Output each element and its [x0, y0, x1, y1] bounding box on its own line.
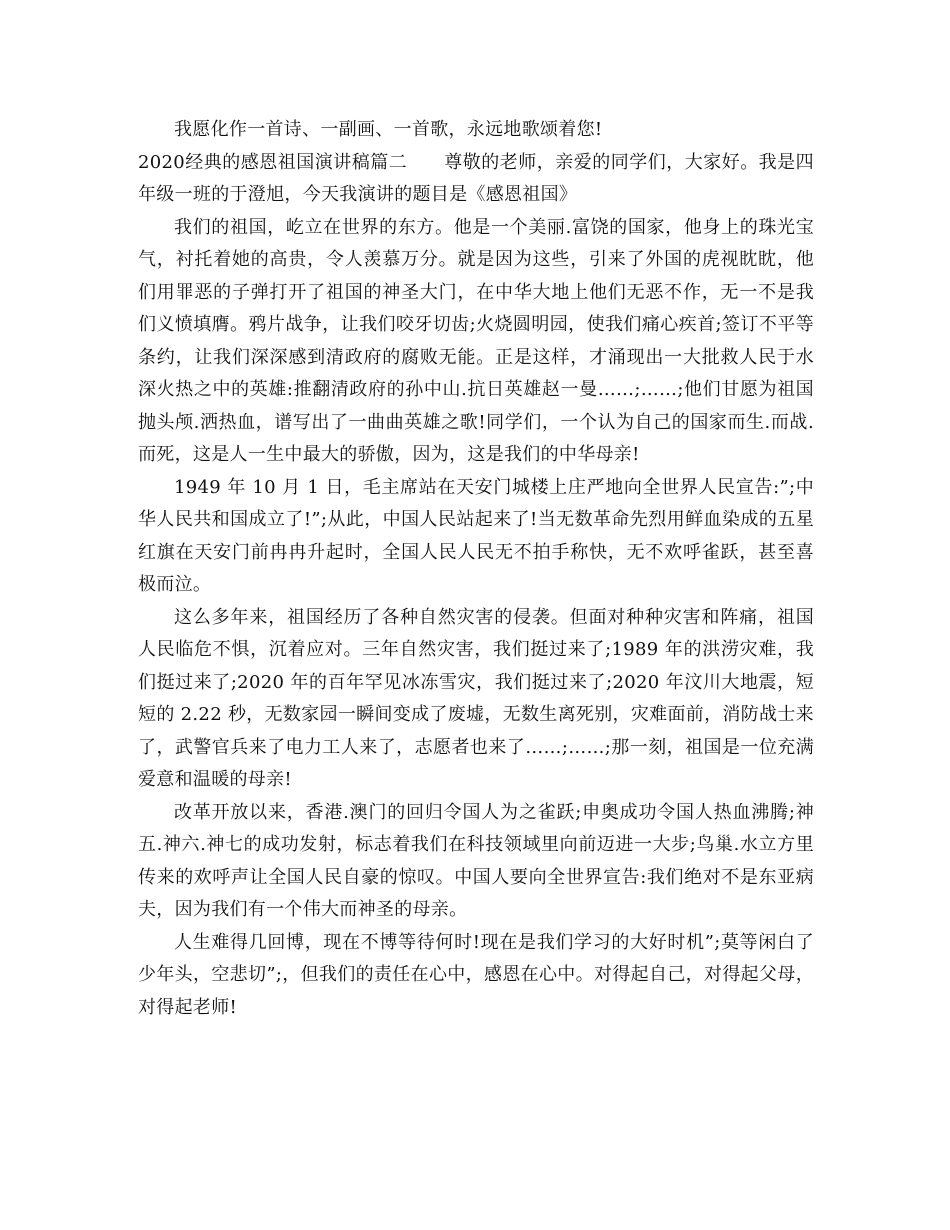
paragraph-natural-disasters: 这么多年来，祖国经历了各种自然灾害的侵袭。但面对种种灾害和阵痛，祖国人民临危不惧，沉着应对。三年自然灾害，我们挺过来了;1989 年的洪涝灾难，我们挺过来了;2020 年的百年罕见冰冻雪灾，我们挺过来了;2020 年汶川大地震，短短的 2.22 秒，无数家园一瞬间变成了废墟，无数生离死别，灾难面前，消防战士来了，武警官兵来了电力工人来了，志愿者也来了……;……;那一刻，祖国是一位充满爱意和温暖的母亲!: [138, 606, 814, 790]
paragraph-conclusion: 人生难得几回博，现在不博等待何时!现在是我们学习的大好时机”;莫等闲白了少年头，空悲切”;，但我们的责任在心中，感恩在心中。对得起自己，对得起父母，对得起老师!: [138, 931, 814, 1018]
paragraph-speech-intro: 2020经典的感恩祖国演讲稿篇二 尊敬的老师，亲爱的同学们，大家好。我是四年级一班的于澄旭，今天我演讲的题目是《感恩祖国》: [138, 151, 814, 205]
paragraph-reform-opening: 改革开放以来，香港.澳门的回归令国人为之雀跃;申奥成功令国人热血沸腾;神五.神六.神七的成功发射，标志着我们在科技领域里向前迈进一大步;鸟巢.水立方里传来的欢呼声让全国人民自豪的惊叹。中国人要向全世界宣告:我们绝对不是东亚病夫，因为我们有一个伟大而神圣的母亲。: [138, 801, 814, 920]
paragraph-founding-1949: 1949 年 10 月 1 日，毛主席站在天安门城楼上庄严地向全世界人民宣告:”;中华人民共和国成立了!”;从此，中国人民站起来了!当无数革命先烈用鲜血染成的五星红旗在天安门前冉冉升起时，全国人民人民无不拍手称快，无不欢呼雀跃，甚至喜极而泣。: [138, 476, 814, 595]
document-body: [138, 114, 814, 1024]
paragraph-closing-line: 我愿化作一首诗、一副画、一首歌，永远地歌颂着您!: [174, 119, 603, 140]
paragraph-motherland-history: 我们的祖国，屹立在世界的东方。他是一个美丽.富饶的国家，他身上的珠光宝气，衬托着她的高贵，令人羡慕万分。就是因为这些，引来了外国的虎视眈眈，他们用罪恶的子弹打开了祖国的神圣大门，在中华大地上他们无恶不作，无一不是我们义愤填膺。鸦片战争，让我们咬牙切齿;火烧圆明园，使我们痛心疾首;签订不平等条约，让我们深深感到清政府的腐败无能。正是这样，才涌现出一大批救人民于水深火热之中的英雄:推翻清政府的孙中山.抗日英雄赵一曼……;……;他们甘愿为祖国抛头颅.洒热血，谱写出了一曲曲英雄之歌!同学们，一个认为自己的国家而生.而战.而死，这是人一生中最大的骄傲，因为，这是我们的中华母亲!: [138, 216, 814, 465]
